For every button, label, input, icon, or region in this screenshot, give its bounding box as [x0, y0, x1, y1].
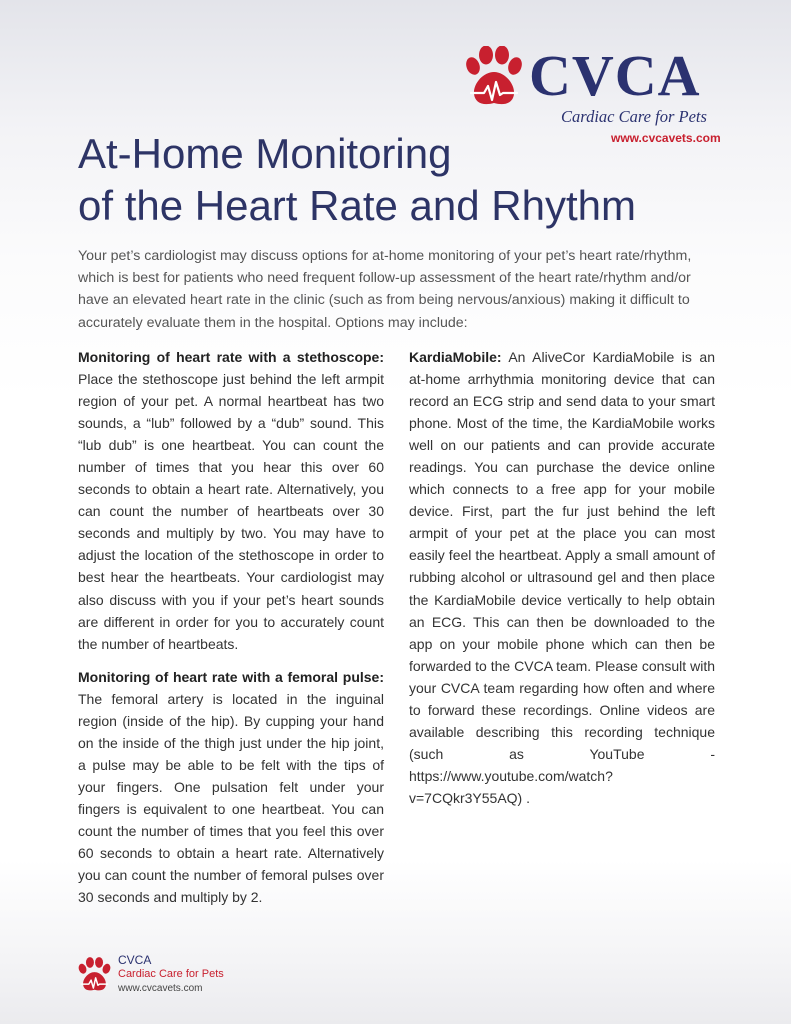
logo-wordmark: CVCA — [529, 43, 701, 108]
page-title-line-1: At-Home Monitoring — [78, 130, 452, 177]
logo-tagline: Cardiac Care for Pets — [561, 107, 707, 126]
left-column — [78, 346, 384, 908]
kardia-heading: KardiaMobile: — [409, 349, 502, 365]
femoral-heading: Monitoring of heart rate with a femoral pulse: — [78, 668, 384, 685]
footer-url[interactable]: www.cvcavets.com — [118, 983, 203, 994]
page-title — [78, 128, 718, 232]
kardia-section — [409, 346, 715, 809]
paw-heartbeat-icon — [78, 957, 111, 993]
stethoscope-heading: Monitoring of heart rate with a stethoscope: — [78, 349, 384, 365]
logo-url[interactable]: www.cvcavets.com — [611, 131, 721, 145]
footer-logo — [78, 953, 238, 999]
intro-paragraph: Your pet’s cardiologist may discuss options for at-home monitoring of your pet’s heart rate/rhythm, which is best for patients who need frequent follow-up assessment of the heart rate/rhythm and/or have an elevated heart rate in the clinic (such as from being nervous/anxious) making it difficult to accurately evaluate them in the hospital. Options may include: — [78, 248, 692, 331]
stethoscope-body: Place the stethoscope just behind the left armpit region of your pet. A normal heartbeat has two sounds, a “lub” followed by a “dub” sound. This “lub dub” is one heartbeat. You can count the number of times that you hear this over 60 seconds to obtain a heart rate. Alternatively, you can count the number of heartbeats over 30 seconds and multiply by two. You may have to adjust the location of the stethoscope in order to best hear the heartbeats. Your cardiologist may also discuss with you if your pet’s heart sounds are different in order for you to accurately count the number of heartbeats. — [78, 371, 384, 652]
footer-brand-name: CVCA — [118, 953, 152, 967]
footer-tagline: Cardiac Care for Pets — [118, 968, 224, 980]
femoral-body: The femoral artery is located in the inguinal region (inside of the hip). By cupping your hand on the inside of the thigh just under the hip joint, a pulse may be able to be felt with the tips of your fingers. One pulsation felt under your fingers is equivalent to one heartbeat. You can count the number of times that you feel this over 60 seconds to obtain a heart rate. Alternatively you can count the number of femoral pulses over 30 seconds and multiply by 2. — [78, 690, 384, 906]
page-title-line-2: of the Heart Rate and Rhythm — [78, 182, 636, 229]
right-column — [409, 346, 715, 809]
kardia-body: An AliveCor KardiaMobile is an at-home arrhythmia monitoring device that can record an ECG strip and send data to your smart phone. Most of the time, the KardiaMobile works well on our patients and can provide accurate readings. You can purchase the device online which connects to a free app for your mobile device. First, part the fur just behind the left armpit of your pet at the place you can most easily feel the heartbeat. Apply a small amount of rubbing alcohol or ultrasound gel and then place the KardiaMobile device vertically to help obtain an ECG. This can then be downloaded to the app on your mobile phone which can then be forwarded to the CVCA team. Please consult with your CVCA team regarding how often and where to forward these recordings. Online videos are available describing this recording technique (such as YouTube - https://www.youtube.com/watch?v=7CQkr3Y55AQ) . — [409, 349, 715, 806]
paw-heartbeat-icon — [465, 46, 523, 108]
femoral-section — [78, 666, 384, 909]
stethoscope-section — [78, 346, 384, 655]
